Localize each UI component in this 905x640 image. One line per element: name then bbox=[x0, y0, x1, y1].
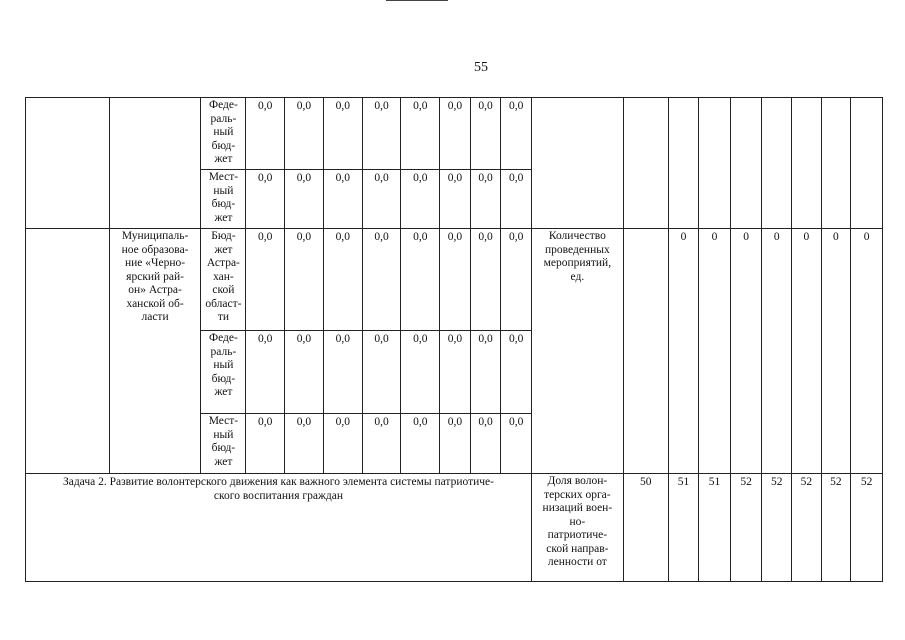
task-2-cell bbox=[26, 474, 532, 582]
indicator-value-cell bbox=[623, 229, 668, 474]
funding-source: Мест- ный бюд- жет bbox=[208, 171, 239, 224]
value-cell: 0,0 bbox=[440, 331, 471, 414]
funding-source: Феде- раль- ный бюд- жет bbox=[208, 332, 238, 398]
value-cell: 0,0 bbox=[401, 229, 440, 331]
value-cell: 0,0 bbox=[323, 414, 362, 474]
indicator-value-cell: 0 bbox=[851, 229, 883, 474]
value-cell: 0,0 bbox=[285, 414, 324, 474]
value-cell: 0,0 bbox=[501, 98, 532, 170]
value-cell: 0,0 bbox=[323, 98, 362, 170]
indicator-value-cell: 52 bbox=[730, 474, 762, 582]
funding-source: Феде- раль- ный бюд- жет bbox=[208, 99, 238, 165]
indicator-value-cell: 0 bbox=[699, 229, 731, 474]
value-cell: 0,0 bbox=[470, 331, 501, 414]
empty-cell bbox=[730, 98, 762, 229]
value-cell: 0,0 bbox=[246, 98, 285, 170]
empty-cell bbox=[668, 98, 699, 229]
indicator-value-cell: 51 bbox=[699, 474, 731, 582]
value-cell: 0,0 bbox=[362, 331, 401, 414]
indicator-value-cell: 52 bbox=[792, 474, 822, 582]
empty-cell bbox=[851, 98, 883, 229]
indicator-cell bbox=[531, 229, 623, 474]
empty-cell bbox=[762, 98, 792, 229]
indicator-value-cell: 52 bbox=[762, 474, 792, 582]
value-cell: 0,0 bbox=[285, 331, 324, 414]
value-cell: 0,0 bbox=[323, 170, 362, 229]
value-cell: 0,0 bbox=[401, 331, 440, 414]
indicator-value-cell: 51 bbox=[668, 474, 699, 582]
table-row bbox=[26, 98, 883, 170]
funding-source-cell bbox=[201, 414, 246, 474]
table-row bbox=[26, 474, 883, 582]
indicator-value-cell: 50 bbox=[623, 474, 668, 582]
value-cell: 0,0 bbox=[401, 170, 440, 229]
task-2-text: Задача 2. Развитие волонтерского движения как важного элемента системы патриотиче- ского воспитания граждан bbox=[62, 476, 494, 502]
empty-cell bbox=[531, 98, 623, 229]
value-cell: 0,0 bbox=[470, 229, 501, 331]
value-cell: 0,0 bbox=[501, 414, 532, 474]
indicator-value-cell: 0 bbox=[762, 229, 792, 474]
value-cell: 0,0 bbox=[246, 170, 285, 229]
empty-cell bbox=[26, 98, 110, 229]
value-cell: 0,0 bbox=[285, 98, 324, 170]
indicator-cell bbox=[531, 474, 623, 582]
value-cell: 0,0 bbox=[246, 229, 285, 331]
funding-source-cell bbox=[201, 331, 246, 414]
indicator-value-cell: 0 bbox=[821, 229, 851, 474]
empty-cell bbox=[821, 98, 851, 229]
value-cell: 0,0 bbox=[323, 229, 362, 331]
municipality-name: Муниципаль- ное образова- ние «Черно- ярский рай- он» Астра- ханской об- ласти bbox=[121, 230, 189, 323]
value-cell: 0,0 bbox=[440, 170, 471, 229]
empty-cell bbox=[623, 98, 668, 229]
empty-cell bbox=[26, 229, 110, 474]
value-cell: 0,0 bbox=[285, 229, 324, 331]
funding-source-cell bbox=[201, 229, 246, 331]
value-cell: 0,0 bbox=[246, 414, 285, 474]
indicator-value-cell: 0 bbox=[668, 229, 699, 474]
value-cell: 0,0 bbox=[285, 170, 324, 229]
indicator-events: Количество проведенных мероприятий, ед. bbox=[543, 230, 612, 283]
value-cell: 0,0 bbox=[440, 414, 471, 474]
empty-cell bbox=[699, 98, 731, 229]
empty-cell bbox=[109, 98, 201, 229]
indicator-value-cell: 52 bbox=[821, 474, 851, 582]
value-cell: 0,0 bbox=[440, 229, 471, 331]
indicator-value-cell: 0 bbox=[792, 229, 822, 474]
table-row bbox=[26, 229, 883, 331]
value-cell: 0,0 bbox=[362, 98, 401, 170]
page-number: 55 bbox=[474, 60, 488, 75]
value-cell: 0,0 bbox=[470, 414, 501, 474]
value-cell: 0,0 bbox=[501, 170, 532, 229]
funding-source: Бюд- жет Астра- хан- ской област- ти bbox=[205, 230, 242, 323]
value-cell: 0,0 bbox=[362, 414, 401, 474]
indicator-value-cell: 52 bbox=[851, 474, 883, 582]
value-cell: 0,0 bbox=[401, 98, 440, 170]
value-cell: 0,0 bbox=[401, 414, 440, 474]
indicator-value-cell: 0 bbox=[730, 229, 762, 474]
value-cell: 0,0 bbox=[470, 170, 501, 229]
value-cell: 0,0 bbox=[501, 331, 532, 414]
municipality-cell bbox=[109, 229, 201, 474]
funding-source: Мест- ный бюд- жет bbox=[208, 415, 239, 468]
value-cell: 0,0 bbox=[470, 98, 501, 170]
value-cell: 0,0 bbox=[362, 229, 401, 331]
funding-source-cell bbox=[201, 98, 246, 170]
indicator-volunteer: Доля волон- терских орга- низаций воен- но- патриотиче- ской направ- ленности от bbox=[542, 475, 613, 568]
top-rule bbox=[386, 0, 448, 1]
value-cell: 0,0 bbox=[440, 98, 471, 170]
program-table bbox=[25, 97, 883, 582]
value-cell: 0,0 bbox=[501, 229, 532, 331]
funding-source-cell bbox=[201, 170, 246, 229]
value-cell: 0,0 bbox=[246, 331, 285, 414]
empty-cell bbox=[792, 98, 822, 229]
value-cell: 0,0 bbox=[362, 170, 401, 229]
value-cell: 0,0 bbox=[323, 331, 362, 414]
